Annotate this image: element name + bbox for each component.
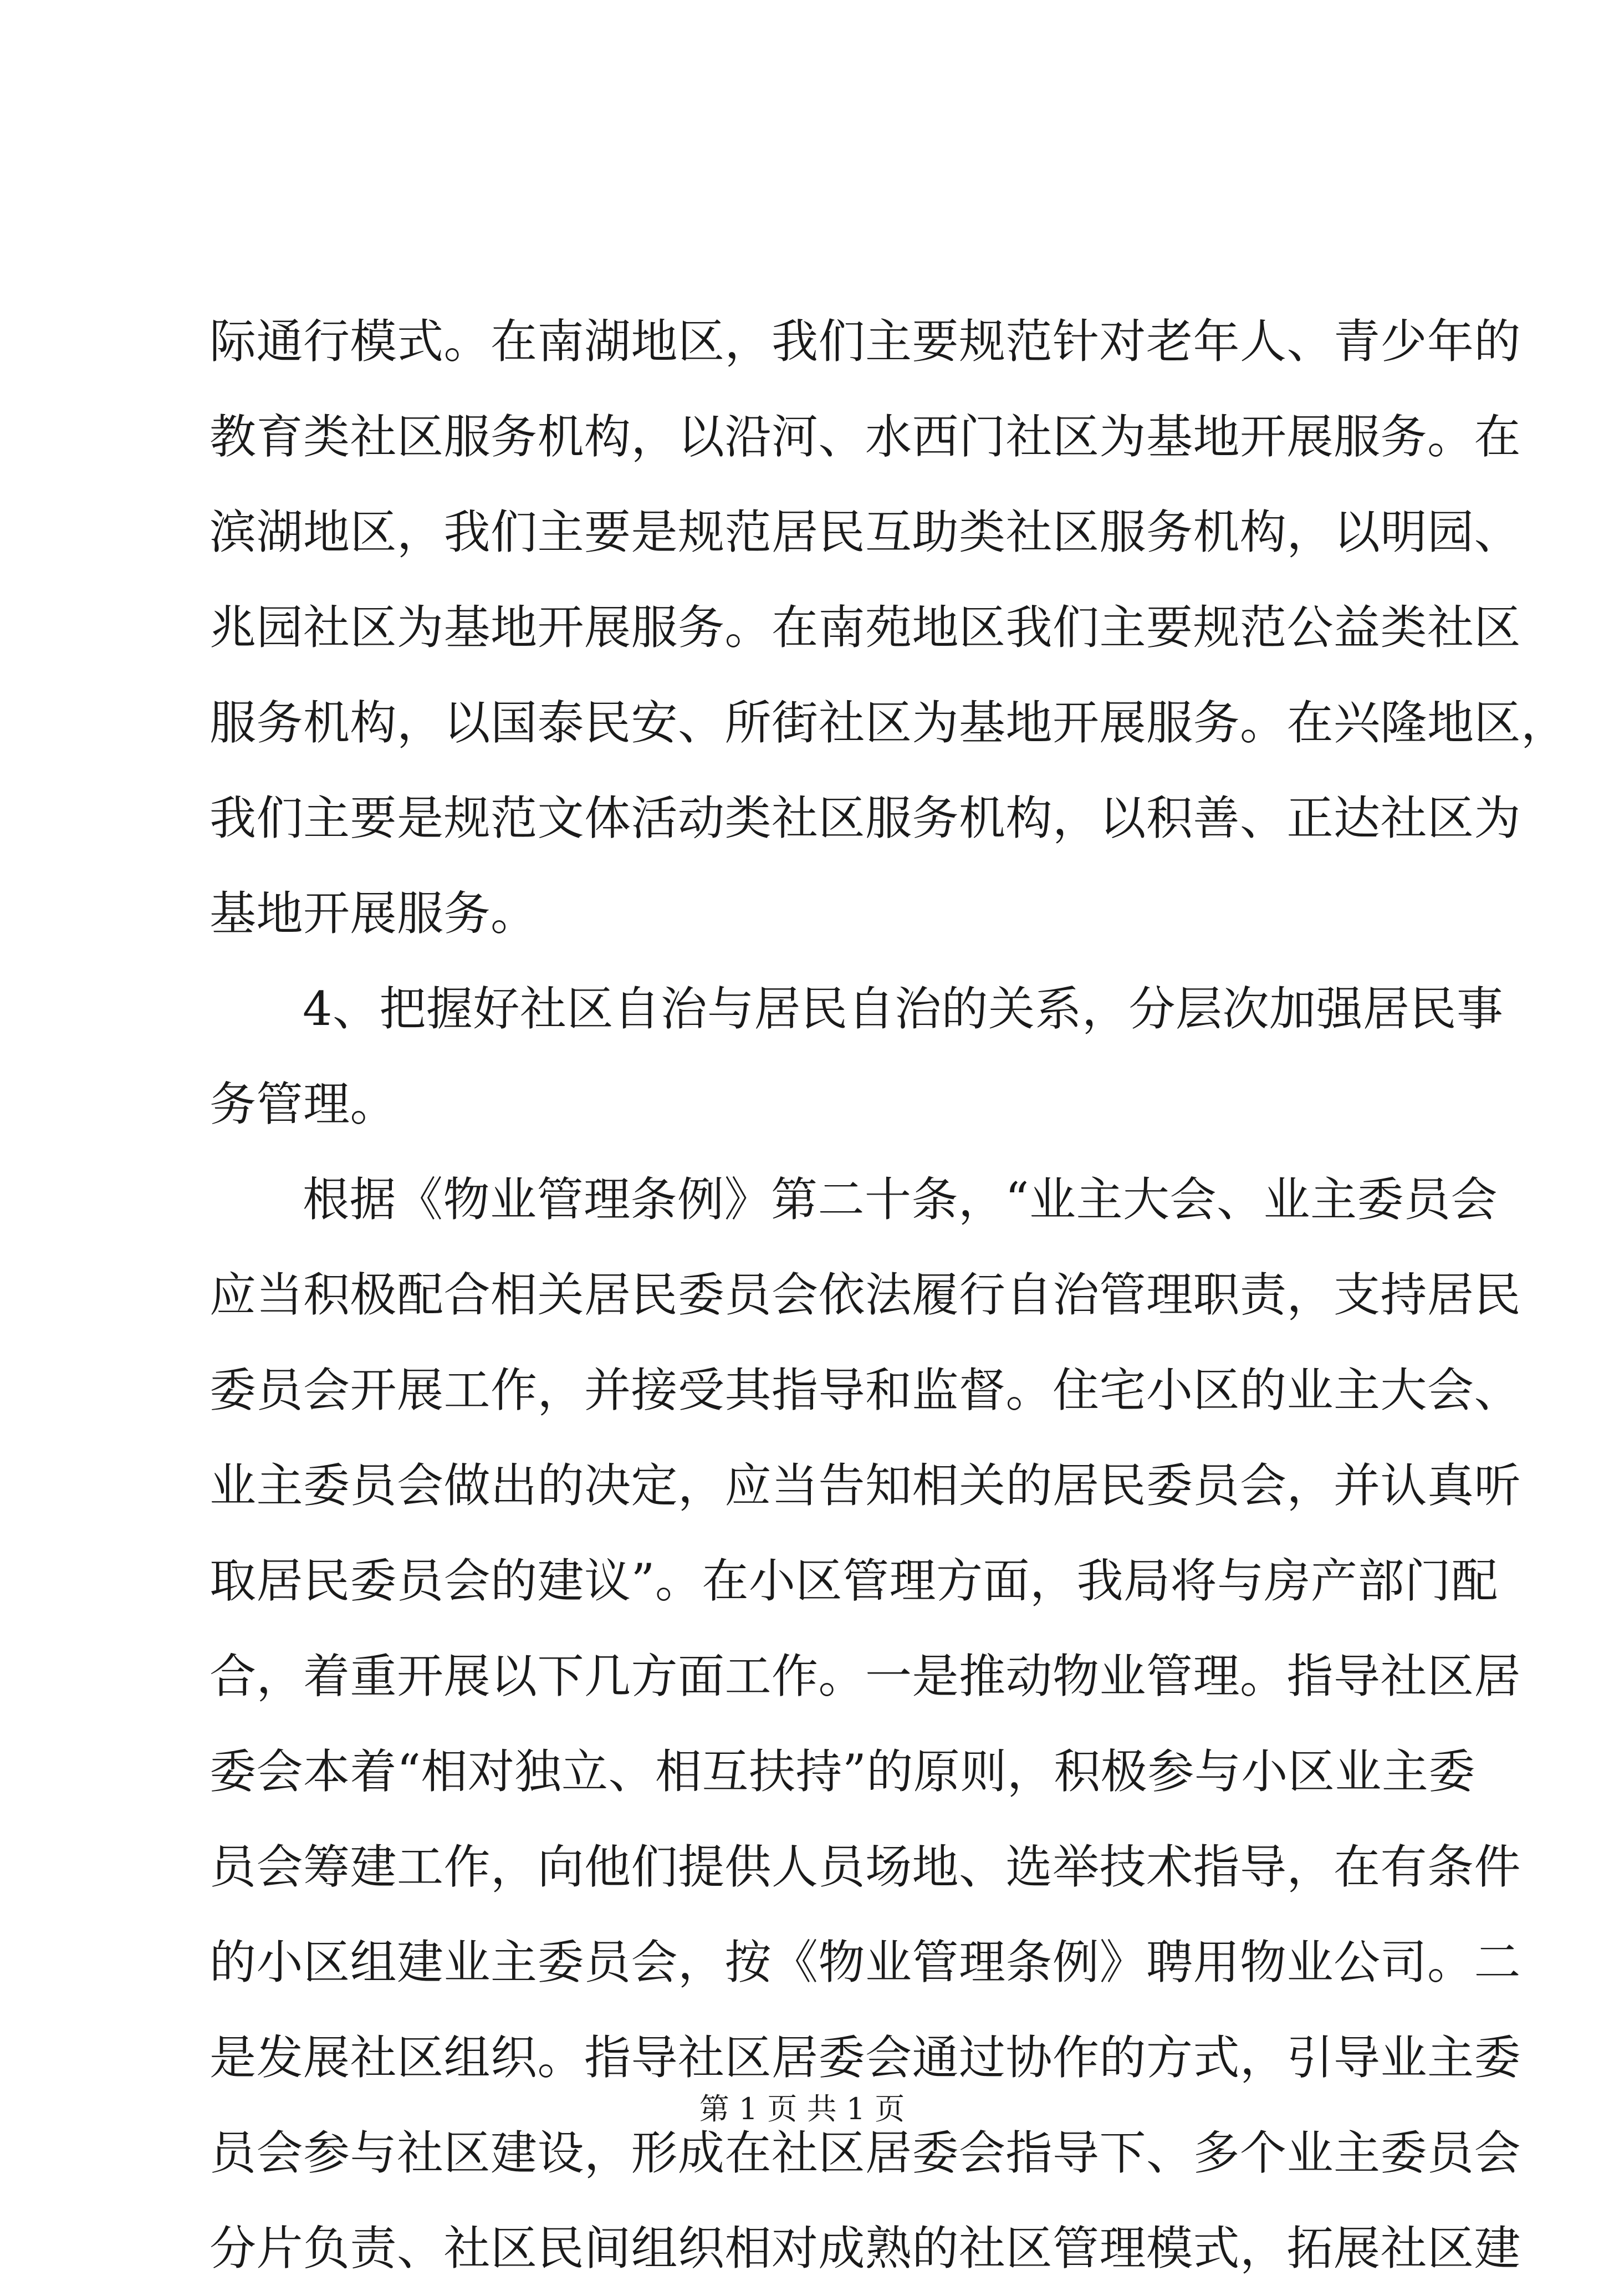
text-line: 员会参与社区建设，形成在社区居委会指导下、多个业主委员会 [210,2126,1521,2180]
text-line: 委员会开展工作，并接受其指导和监督。住宅小区的业主大会、 [210,1363,1521,1417]
text-line: 基地开展服务。 [210,886,538,941]
text-line: 委会本着“相对独立、相互扶持”的原则，积极参与小区业主委 [210,1744,1475,1799]
document-body [210,294,1568,2296]
text-line: 服务机构，以国泰民安、所街社区为基地开展服务。在兴隆地区， [210,696,1568,750]
text-line: 务管理。 [210,1077,397,1131]
text-line: 我们主要是规范文体活动类社区服务机构，以积善、正达社区为 [210,791,1521,845]
text-line: 取居民委员会的建议”。在小区管理方面，我局将与房产部门配 [210,1554,1498,1608]
text-line: 际通行模式。在南湖地区，我们主要规范针对老年人、青少年的 [210,314,1521,369]
text-line: 业主委员会做出的决定，应当告知相关的居民委员会，并认真听 [210,1458,1521,1513]
page-number-footer: 第 1 页 共 1 页 [699,2091,905,2126]
section-heading-line: 4、把握好社区自治与居民自治的关系，分层次加强居民事 [303,982,1504,1036]
text-line: 是发展社区组织。指导社区居委会通过协作的方式，引导业主委 [210,2030,1521,2085]
text-line: 兆园社区为基地开展服务。在南苑地区我们主要规范公益类社区 [210,600,1521,655]
text-line: 员会筹建工作，向他们提供人员场地、选举技术指导，在有条件 [210,1840,1521,1894]
text-line: 教育类社区服务机构，以沿河、水西门社区为基地开展服务。在 [210,410,1521,464]
text-line: 应当积极配合相关居民委员会依法履行自治管理职责，支持居民 [210,1268,1521,1322]
text-line: 的小区组建业主委员会，按《物业管理条例》聘用物业公司。二 [210,1935,1521,1989]
paragraph-first-line: 根据《物业管理条例》第二十条，“业主大会、业主委员会 [303,1172,1498,1227]
text-line: 合，着重开展以下几方面工作。一是推动物业管理。指导社区居 [210,1649,1521,1703]
text-line: 分片负责、社区民间组织相对成熟的社区管理模式，拓展社区建 [210,2221,1521,2275]
text-line: 滨湖地区，我们主要是规范居民互助类社区服务机构，以明园、 [210,505,1521,559]
